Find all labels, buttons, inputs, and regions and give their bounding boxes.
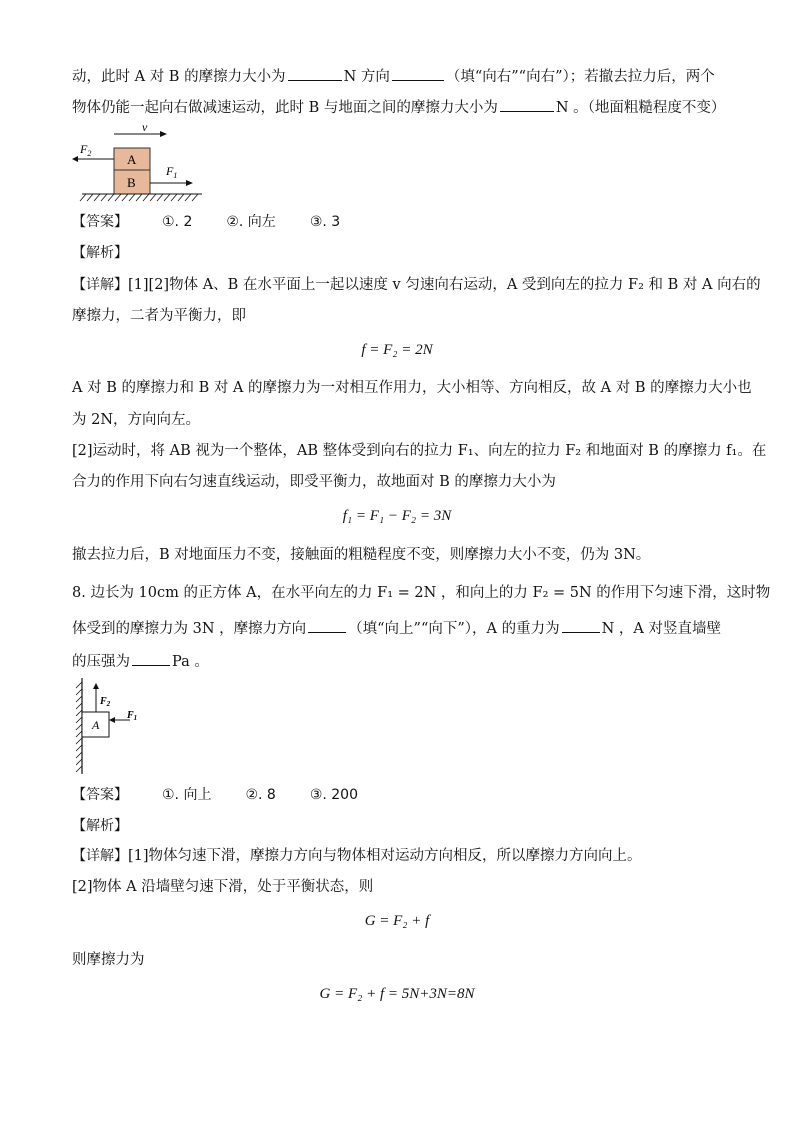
answer-3: ③. 200 [309,787,358,803]
q8-line-2: 体受到的摩擦力为 3N ，摩擦力方向 （填“向上”“向下”），A 的重力为 N ，A 对竖直墙壁 [72,618,721,639]
f1-label: $F_1$ [127,710,138,722]
f2-arrowhead [72,156,78,162]
q7-line-2 [72,97,725,118]
q7-exp-7: 撤去拉力后，B 对地面压力不变，接触面的粗糙程度不变，则摩擦力大小不变，仍为 3N。 [72,547,651,563]
q7-text: 物体仍能一起向右做减速运动，此时 B 与地面之间的摩擦力大小为 [72,100,498,116]
q7-text: 动，此时 A 对 B 的摩擦力大小为 [72,69,286,85]
f2-label: $F_2$ [80,142,92,158]
answer-2: ②. 向左 [226,214,276,230]
blank-6 [132,651,170,666]
blocks-diagram [72,122,212,204]
q7-exp-6: 合力的作用下向右匀速直线运动，即受平衡力，故地面对 B 的摩擦力大小为 [72,474,556,490]
q8-analysis-tag: 【解析】 [72,818,128,834]
q8-equation-2: G = F₂ + f = 5N+3N=8N [319,986,475,1002]
block-b-label: B [127,175,136,190]
answer-3: ③. 3 [309,214,341,230]
blank-5 [562,618,600,633]
q7-text: N 方向 [343,69,390,85]
answer-tag: 【答案】 [72,214,128,230]
blank-4 [308,618,346,633]
wall-hatching [76,682,82,772]
block-a-label: A [92,718,100,732]
q7-exp-5: [2]运动时，将 AB 视为一个整体，AB 整体受到向右的拉力 F₁、向左的拉力 F₂ 和地面对 B 的摩擦力 f₁。在 [72,443,767,459]
f2-label: $F_2$ [100,696,111,708]
detail-tag: 【详解】 [72,277,128,293]
q7-line-1 [72,66,715,87]
q7-analysis-tag: 【解析】 [72,245,128,261]
velocity-arrowhead [160,131,167,137]
q7-exp-2: 摩擦力，二者为平衡力，即 [72,308,246,324]
q7-equation-1: f = F₂ = 2N [361,342,433,358]
q7-answer-line [72,212,340,232]
q8-line-3: 的压强为 Pa 。 [72,651,209,672]
wall-diagram [72,676,152,776]
q7-exp-4: 为 2N，方向向左。 [72,412,201,428]
f2-arrowhead [93,683,99,689]
q7-exp-3: A 对 B 的摩擦力和 B 对 A 的摩擦力为一对相互作用力，大小相等、方向相反，故 A 对 B 的摩擦力大小也 [72,380,752,396]
answer-1: ①. 2 [162,214,193,230]
q7-text: N 。（地面粗糙程度不变） [555,100,726,116]
q7-exp-1: 【详解】[1][2]物体 A、B 在水平面上一起以速度 v 匀速向右运动，A 受到向左的拉力 F₂ 和 B 对 A 向右的 [72,277,761,293]
q8-exp-2: [2]物体 A 沿墙壁匀速下滑，处于平衡状态，则 [72,879,374,895]
answer-tag: 【答案】 [72,787,128,803]
velocity-label: v [142,122,148,134]
block-a-label: A [127,152,137,167]
answer-2: ②. 8 [245,787,276,803]
detail-tag: 【详解】 [72,848,128,864]
q8-equation-1: G = F₂ + f [364,913,430,929]
ground-hatching [80,194,198,201]
f1-arrowhead [186,180,193,186]
q7-equation-2: f₁ = F₁ − F₂ = 3N [342,508,452,524]
answer-1: ①. 向上 [162,787,212,803]
q8-exp-1: 【详解】[1]物体匀速下滑，摩擦力方向与物体相对运动方向相反，所以摩擦力方向向上。 [72,848,642,864]
q8-line-1: 8. 边长为 10cm 的正方体 A，在水平向左的力 F₁ = 2N ，和向上的力 F₂ = 5N 的作用下匀速下滑，这时物 [72,585,771,601]
q8-exp-3: 则摩擦力为 [72,952,145,968]
blank-3 [500,97,554,112]
blank-1 [288,66,342,81]
blank-2 [392,66,444,81]
f1-arrowhead [109,717,115,723]
q8-answer-line [72,785,358,805]
q7-text: （填“向右”“向右”）；若撤去拉力后，两个 [445,69,715,85]
f1-label: $F_1$ [166,164,178,180]
